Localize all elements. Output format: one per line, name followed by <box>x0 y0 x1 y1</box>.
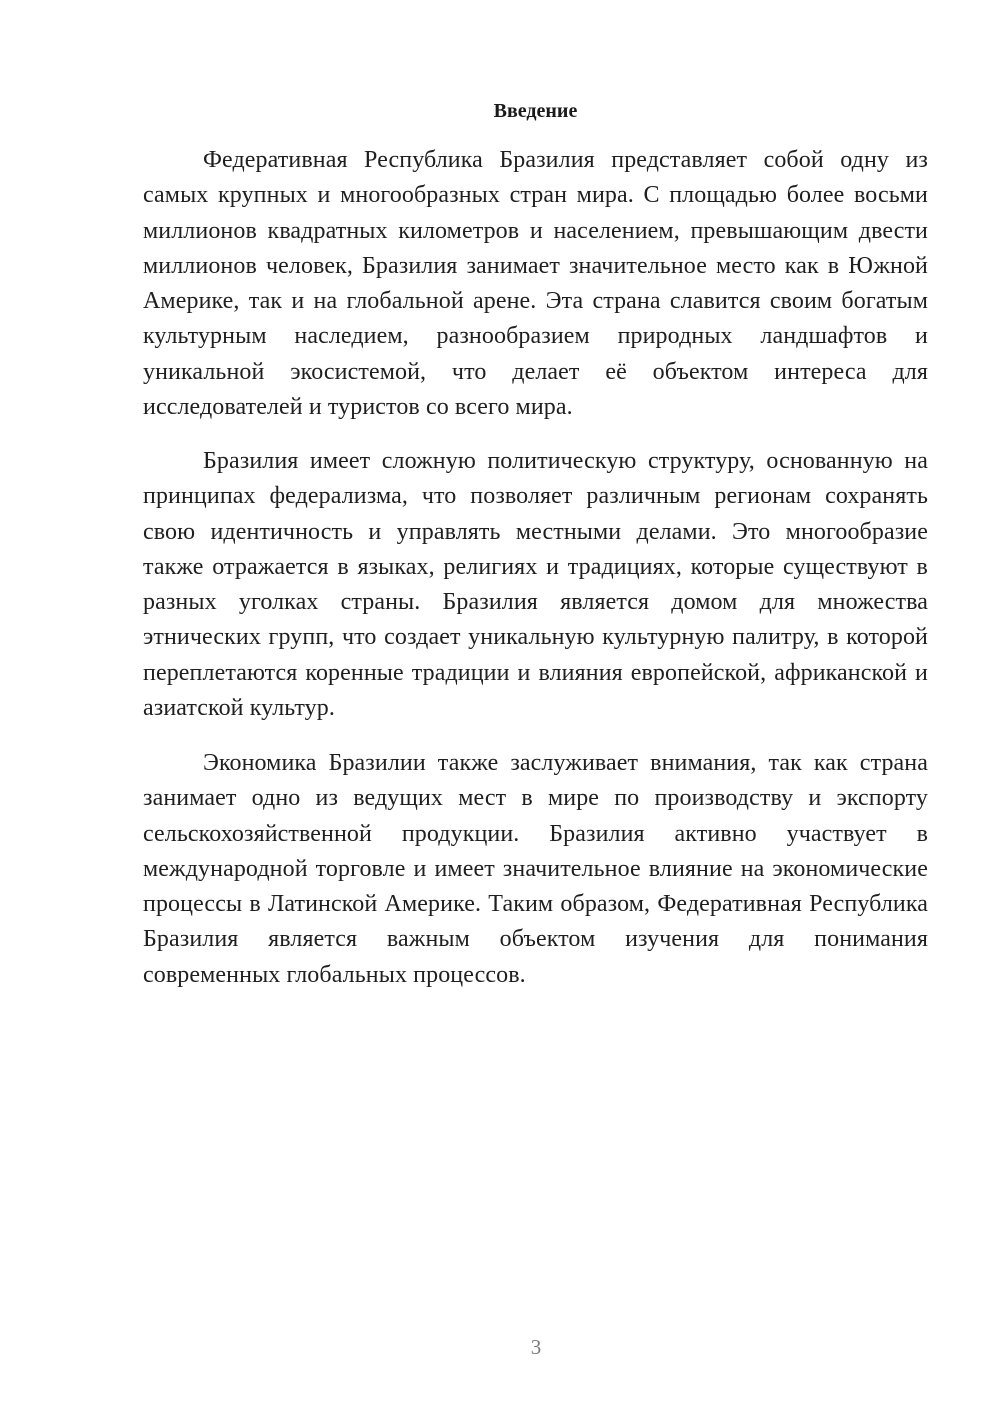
page-title: Введение <box>493 100 578 122</box>
page-number: 3 <box>530 1335 542 1359</box>
paragraph-intro: Федеративная Республика Бразилия представляет собой одну из самых крупных и многообразных стран мира. С площадью более восьми миллионов квадратных километров и населением, превышающим двести миллионов человек, Бразилия занимает значительное место как в Южной Америке, так и на глобальной арене. Эта страна славится своим богатым культурным наследием, разнообразием природных ландшафтов и уникальной экосистемой, что делает её объектом интереса для исследователей и туристов со всего мира. <box>143 147 928 421</box>
paragraph-politics: Бразилия имеет сложную политическую структуру, основанную на принципах федерализма, что позволяет различным регионам сохранять свою идентичность и управлять местными делами. Это многообразие также отражается в языках, религиях и традициях, которые существуют в разных уголках страны. Бразилия является домом для множества этнических групп, что создает уникальную культурную палитру, в которой переплетаются коренные традиции и влияния европейской, африканской и азиатской культур. <box>143 448 928 722</box>
paragraph-economy: Экономика Бразилии также заслуживает внимания, так как страна занимает одно из ведущих мест в мире по производству и экспорту сельскохозяйственной продукции. Бразилия активно участвует в международной торговле и имеет значительное влияние на экономические процессы в Латинской Америке. Таким образом, Федеративная Республика Бразилия является важным объектом изучения для понимания современных глобальных процессов. <box>143 750 928 988</box>
